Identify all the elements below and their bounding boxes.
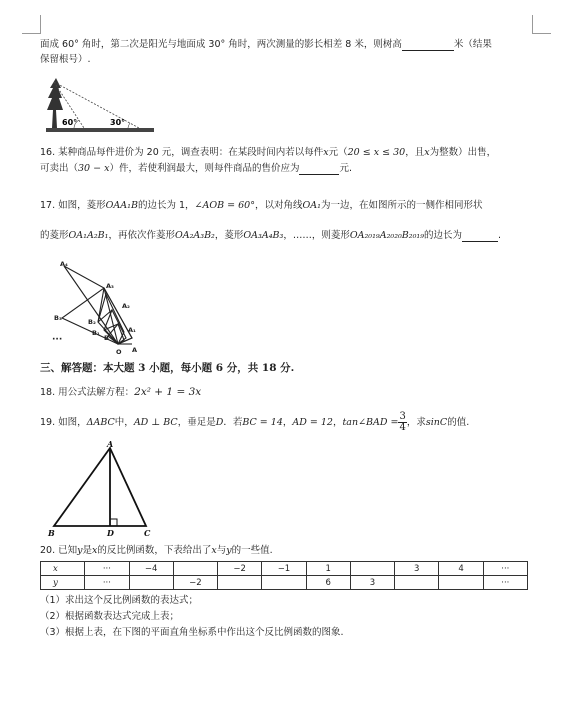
label-O: O xyxy=(116,348,122,356)
q15-text: 面成 60° 角时，第二次是阳光与地面成 30° 角时，两次测量的影长相差 8 米，则树高 xyxy=(40,39,402,50)
label-D: D xyxy=(107,528,114,538)
label-C: C xyxy=(144,528,151,538)
q20-intro: 20. 已知y是x的反比例函数，下表给出了x与y的一些值. xyxy=(40,545,273,556)
triangle-ABC xyxy=(54,448,146,526)
table-cell: 3 xyxy=(395,562,439,576)
table-row-y xyxy=(41,576,528,590)
table-cell: 1 xyxy=(306,562,350,576)
angle-60-label: 60° xyxy=(62,118,78,127)
section3-heading: 三、解答题：本大题 3 小题，每小题 6 分，共 18 分. xyxy=(40,362,295,374)
table-cell: 4 xyxy=(439,562,483,576)
table-cell: x xyxy=(41,562,85,576)
label-A3: A₃ xyxy=(106,282,114,290)
table-cell-blank[interactable] xyxy=(173,562,217,576)
table-cell-blank[interactable] xyxy=(439,576,483,590)
table-cell: −1 xyxy=(262,562,306,576)
table-cell-blank[interactable] xyxy=(262,576,306,590)
q20-sub1: （1）求出这个反比例函数的表达式； xyxy=(40,595,199,606)
q15-answer-blank[interactable] xyxy=(402,39,454,51)
q17-rhombus-figure xyxy=(46,258,146,356)
q19-triangle-figure xyxy=(44,440,164,540)
q17-line1: 17. 如图，菱形OAA₁B的边长为 1，∠AOB = 60°，以对角线OA₁为一边，在如图所示的一侧作相同形状 xyxy=(40,200,483,211)
q18-line: 18. 用公式法解方程：2x² + 1 = 3x xyxy=(40,386,202,398)
q20-sub2: （2）根据函数表达式完成上表； xyxy=(40,611,180,622)
table-cell: −2 xyxy=(173,576,217,590)
q16-line1: 16. 某种商品每件进价为 20 元，调查表明：在某段时间内若以每件x元（20 ≤ x ≤ 30，且x为整数）出售， xyxy=(40,147,497,158)
table-row-x xyxy=(41,562,528,576)
table-cell: 6 xyxy=(306,576,350,590)
table-cell: 3 xyxy=(350,576,394,590)
q15-text-end: 米（结果 xyxy=(453,39,492,50)
q19-fraction: $\frac{3}{4}$ xyxy=(399,411,406,433)
table-cell-blank[interactable] xyxy=(350,562,394,576)
q15-line2: 保留根号）. xyxy=(40,54,91,65)
label-A1: A₁ xyxy=(128,326,136,334)
label-B: B xyxy=(104,334,109,342)
label-dots: ··· xyxy=(52,335,63,345)
ground-line xyxy=(46,128,154,132)
q18-equation: 2x² + 1 = 3x xyxy=(134,386,202,398)
table-cell: −2 xyxy=(218,562,262,576)
table-cell: ··· xyxy=(483,562,527,576)
table-cell: ··· xyxy=(85,576,129,590)
q15-line1 xyxy=(40,38,492,51)
label-A2: A₂ xyxy=(122,302,130,310)
table-cell: −4 xyxy=(129,562,173,576)
table-cell: ··· xyxy=(483,576,527,590)
page-corner-mark-right xyxy=(532,15,551,34)
q20-sub3: （3）根据上表，在下图的平面直角坐标系中作出这个反比例函数的图象. xyxy=(40,627,344,638)
table-cell-blank[interactable] xyxy=(218,576,262,590)
table-cell-blank[interactable] xyxy=(395,576,439,590)
label-B1: B₁ xyxy=(92,329,100,337)
label-B3: B₃ xyxy=(54,314,62,322)
label-A4: A₄ xyxy=(60,260,68,268)
q19-line: 19. 如图，ΔABC中，AD ⊥ BC，垂足是D．若BC = 14，AD = 12，tan∠BAD = $\frac{3}{4}$ ，求sinC的值. xyxy=(40,411,470,433)
label-B2: B₂ xyxy=(88,318,96,326)
q17-answer-blank[interactable] xyxy=(462,230,498,242)
label-A: A xyxy=(107,440,114,449)
q16-line2: 可卖出（30 − x）件，若使利润最大，则每件商品的售价应为 元. xyxy=(40,163,353,174)
page-corner-mark-left xyxy=(22,15,41,34)
q20-value-table xyxy=(40,561,528,590)
table-cell: y xyxy=(41,576,85,590)
angle-30-label: 30° xyxy=(110,118,126,127)
label-B: B xyxy=(48,528,55,538)
q15-tree-shadow-figure xyxy=(44,74,159,136)
table-cell-blank[interactable] xyxy=(129,576,173,590)
q17-line2: 的菱形OA₁A₂B₁，再依次作菱形OA₂A₃B₂，菱形OA₃A₄B₃，……，则菱形OA₂₀₁₉A₂₀₂₀B₂₀₁₉的边长为 . xyxy=(40,230,502,241)
q16-answer-blank[interactable] xyxy=(299,163,339,175)
table-cell: ··· xyxy=(85,562,129,576)
label-A: A xyxy=(132,346,138,354)
